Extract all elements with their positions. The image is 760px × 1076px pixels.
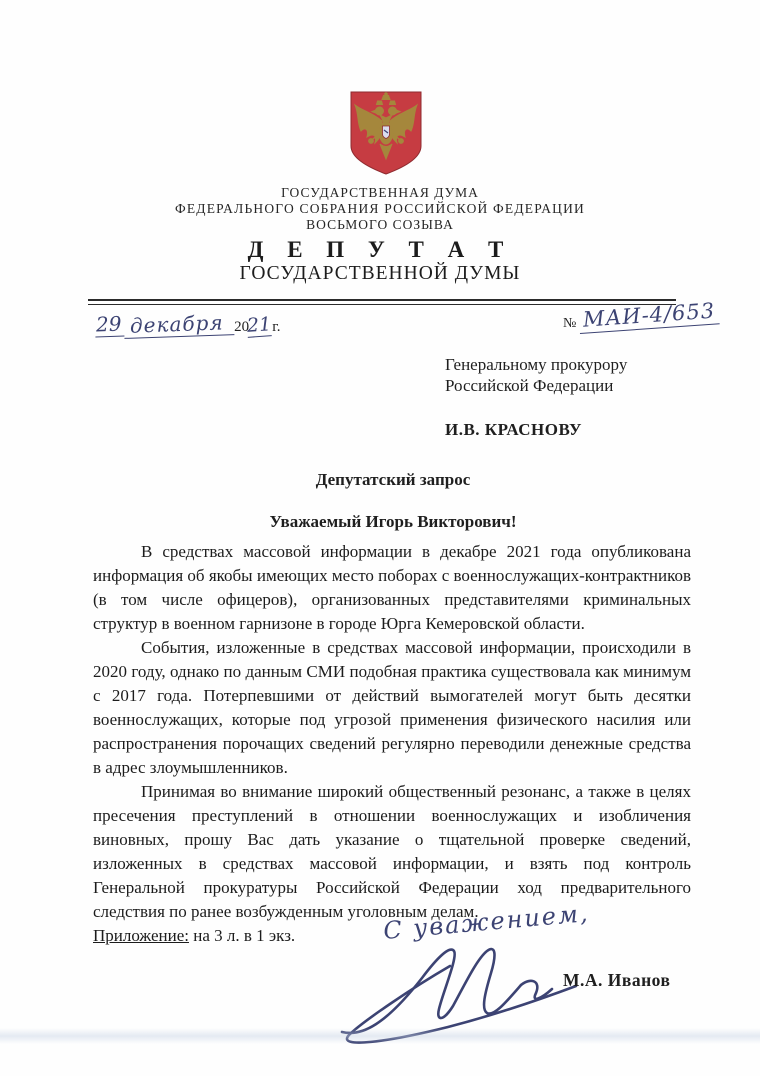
letterhead-divider-rule	[88, 299, 676, 305]
body-paragraph-2: События, изложенные в средствах массовой информации, происходили в 2020 году, однако по данным СМИ подобная практика существовала как минимум с 2017 года. Потерпевшими от действий вымогателей могут быть десятки военнослужащих, которые под угрозой применения физического насилия или распространения порочащих сведений регулярно переводили денежные средства в адрес злоумышленников.	[93, 638, 691, 777]
letter-date	[95, 312, 281, 337]
letter-subject: Депутатский запрос	[315, 470, 471, 489]
addressee-line2: Российской Федерации	[445, 375, 614, 395]
date-day-handwritten: 29	[95, 311, 125, 337]
closing-handwritten: С уважением,	[382, 899, 591, 945]
body-paragraph-1: В средствах массовой информации в декабре 2021 года опубликована информация об якобы имеющих место поборах с военнослужащих-контрактников (в том числе офицеров), организованных представителями криминальных структур в военном гарнизоне в городе Юрга Кемеровской области.	[93, 542, 691, 633]
russia-coat-of-arms-icon	[347, 90, 425, 176]
scan-artifact-band	[0, 1028, 760, 1044]
org-name-line2: ФЕДЕРАЛЬНОГО СОБРАНИЯ РОССИЙСКОЙ ФЕДЕРАЦИИ	[175, 201, 585, 216]
addressee-line1: Генеральному прокурору	[445, 355, 628, 374]
number-sign-label: №	[563, 316, 577, 331]
letter-body	[93, 540, 691, 948]
letter-number	[563, 298, 721, 334]
date-era-label: г.	[272, 319, 281, 335]
number-value-handwritten: МАИ-4/653	[579, 298, 721, 334]
addressee-name: И.В. КРАСНОВУ	[445, 420, 582, 439]
date-year-handwritten: 21	[246, 313, 272, 337]
date-month-handwritten: декабря	[124, 310, 234, 339]
signer-name: М.А. Иванов	[563, 970, 671, 990]
org-name-line1: ГОСУДАРСТВЕННАЯ ДУМА	[281, 185, 479, 200]
letterhead-subtitle: ГОСУДАРСТВЕННОЙ ДУМЫ	[239, 263, 521, 284]
org-name-line3: ВОСЬМОГО СОЗЫВА	[306, 217, 454, 232]
attachment-label: Приложение:	[93, 926, 189, 945]
attachment-value: на 3 л. в 1 экз.	[188, 926, 296, 945]
body-paragraph-3: Принимая во внимание широкий общественный резонанс, а также в целях пресечения преступлений в отношении военнослужащих и изобличения виновных, прошу Вас дать указание о тщательной проверке сведений, изложенных в средствах массовой информации, и взять под контроль Генеральной прокуратуры Российской Федерации ход предварительного следствия по ранее возбужденным уголовным делам.	[93, 782, 691, 921]
addressee-block	[445, 355, 627, 441]
letterhead-title: Д Е П У Т А Т	[247, 237, 513, 262]
date-year-prefix: 20	[234, 319, 250, 335]
salutation: Уважаемый Игорь Викторович!	[269, 512, 517, 531]
